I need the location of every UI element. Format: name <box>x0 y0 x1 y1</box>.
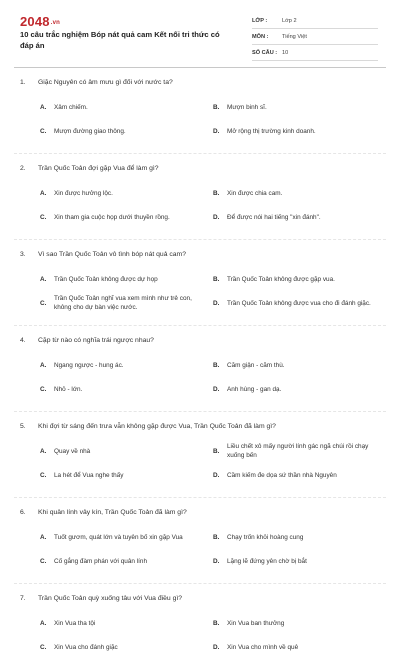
answer-option[interactable] <box>40 377 213 401</box>
answer-option[interactable] <box>40 119 213 143</box>
option-text: Xin tham gia cuộc họp dưới thuyền rồng. <box>54 213 170 221</box>
question-number: 6. <box>20 509 26 516</box>
question-separator <box>14 153 386 154</box>
question-number: 5. <box>20 423 26 430</box>
question-item <box>0 422 400 487</box>
answer-option[interactable] <box>213 181 386 205</box>
header-divider <box>14 67 386 68</box>
answer-option[interactable] <box>40 611 213 635</box>
answer-option[interactable] <box>213 291 386 315</box>
question-header <box>0 250 400 259</box>
answer-option[interactable] <box>40 439 213 463</box>
option-text: Liều chết xô mấy người lính gác ngã chúi rồi chạy xuống bến <box>227 443 369 459</box>
question-item <box>0 164 400 229</box>
question-number: 7. <box>20 595 26 602</box>
option-text: Xin Vua cho mình về quê <box>227 643 299 651</box>
answer-option[interactable] <box>40 463 213 487</box>
question-text: Trần Quốc Toản đợi gặp Vua để làm gì? <box>38 165 159 172</box>
question-item <box>0 78 400 143</box>
question-text: Cặp từ nào có nghĩa trái ngược nhau? <box>38 337 154 344</box>
answer-option[interactable] <box>213 119 386 143</box>
answer-option[interactable] <box>213 377 386 401</box>
answer-options <box>0 611 400 659</box>
option-letter: A. <box>40 619 47 627</box>
question-separator <box>14 239 386 240</box>
question-text: Trần Quốc Toản quỳ xuống tâu với Vua điều gì? <box>38 595 183 602</box>
answer-option[interactable] <box>213 463 386 487</box>
logo-suffix-text: .vn <box>50 20 61 26</box>
option-letter: B. <box>213 189 220 197</box>
option-text: Căm giận - căm thù. <box>227 361 285 369</box>
answer-option[interactable] <box>40 291 213 315</box>
option-text: Xin Vua cho đánh giặc <box>54 643 118 651</box>
option-text: Cố gắng đàm phán với quân lính <box>54 557 148 565</box>
option-text: Chạy trốn khỏi hoàng cung <box>227 533 304 541</box>
answer-option[interactable] <box>40 267 213 291</box>
question-number: 1. <box>20 79 26 86</box>
answer-option[interactable] <box>213 267 386 291</box>
option-text: Mượn binh sĩ. <box>227 103 267 111</box>
option-letter: C. <box>40 643 47 651</box>
question-header <box>0 422 400 431</box>
option-letter: D. <box>213 557 220 565</box>
option-letter: A. <box>40 275 47 283</box>
option-letter: D. <box>213 643 220 651</box>
option-text: Mở rộng thị trường kinh doanh. <box>227 127 316 135</box>
answer-options <box>0 267 400 315</box>
option-text: Cầm kiếm đe dọa sứ thần nhà Nguyên <box>227 471 337 479</box>
meta-label: MÔN : <box>252 34 269 40</box>
document-title: 10 câu trắc nghiệm Bóp nát quả cam Kết nối tri thức có đáp án <box>20 30 220 50</box>
question-separator <box>14 411 386 412</box>
option-letter: D. <box>213 299 220 307</box>
option-text: Nhỏ - lớn. <box>54 385 83 393</box>
question-separator <box>14 497 386 498</box>
meta-value: Lớp 2 <box>282 18 297 24</box>
option-letter: C. <box>40 557 47 565</box>
meta-row-subject <box>252 30 378 45</box>
question-header <box>0 508 400 517</box>
answer-option[interactable] <box>40 181 213 205</box>
option-letter: B. <box>213 447 220 455</box>
question-separator <box>14 325 386 326</box>
option-text: Trần Quốc Toản không được vua cho đi đánh giặc. <box>227 299 371 307</box>
option-letter: D. <box>213 127 220 135</box>
option-letter: A. <box>40 447 47 455</box>
option-text: Anh hùng - gan dạ. <box>227 385 282 393</box>
answer-option[interactable] <box>213 439 386 463</box>
option-letter: B. <box>213 619 220 627</box>
answer-options <box>0 181 400 229</box>
answer-option[interactable] <box>40 205 213 229</box>
option-text: La hét để Vua nghe thấy <box>54 471 124 479</box>
question-header <box>0 336 400 345</box>
answer-option[interactable] <box>213 549 386 573</box>
option-letter: B. <box>213 103 220 111</box>
option-text: Trần Quốc Toản nghĩ vua xem mình như trẻ con, không cho dự bàn việc nước. <box>54 295 192 311</box>
option-letter: D. <box>213 385 220 393</box>
logo-main-text: 2048 <box>20 14 50 29</box>
question-number: 3. <box>20 251 26 258</box>
option-letter: C. <box>40 127 47 135</box>
option-text: Trần Quốc Toản không được gặp vua. <box>227 275 335 283</box>
meta-label: LỚP : <box>252 18 268 24</box>
meta-row-class <box>252 14 378 29</box>
question-header <box>0 164 400 173</box>
answer-options <box>0 353 400 401</box>
option-text: Tuốt gươm, quát lớn và tuyên bố xin gặp Vua <box>54 533 183 541</box>
question-number: 2. <box>20 165 26 172</box>
answer-option[interactable] <box>40 95 213 119</box>
meta-row-count <box>252 46 378 61</box>
option-letter: A. <box>40 103 47 111</box>
option-letter: D. <box>213 471 220 479</box>
answer-option[interactable] <box>213 205 386 229</box>
question-item <box>0 336 400 401</box>
answer-option[interactable] <box>213 635 386 659</box>
option-text: Trần Quốc Toản không được dự họp <box>54 275 158 283</box>
option-letter: C. <box>40 299 47 307</box>
option-text: Xin Vua tha tội <box>54 619 96 627</box>
question-text: Vì sao Trần Quốc Toản vô tình bóp nát quả cam? <box>38 251 186 258</box>
option-text: Ngang ngược - hung ác. <box>54 361 124 369</box>
meta-value: 10 <box>282 50 289 56</box>
answer-option[interactable] <box>213 525 386 549</box>
option-text: Xin Vua ban thưởng <box>227 619 285 627</box>
option-letter: A. <box>40 361 47 369</box>
site-logo[interactable] <box>20 14 60 29</box>
answer-options <box>0 525 400 573</box>
option-letter: C. <box>40 213 47 221</box>
answer-options <box>0 95 400 143</box>
question-header <box>0 594 400 603</box>
option-text: Xin được chia cam. <box>227 189 283 197</box>
question-text: Khi quân lính vây kín, Trần Quốc Toản đã làm gì? <box>38 509 187 516</box>
meta-info-box <box>252 14 378 62</box>
answer-options <box>0 439 400 487</box>
option-text: Lặng lẽ đứng yên chờ bị bắt <box>227 557 307 565</box>
answer-option[interactable] <box>40 525 213 549</box>
option-letter: C. <box>40 385 47 393</box>
option-text: Xâm chiếm. <box>54 103 88 111</box>
question-separator <box>14 583 386 584</box>
question-list <box>0 78 400 669</box>
answer-option[interactable] <box>213 611 386 635</box>
option-letter: B. <box>213 275 220 283</box>
option-letter: A. <box>40 533 47 541</box>
answer-option[interactable] <box>40 353 213 377</box>
option-text: Quay về nhà <box>54 447 91 455</box>
option-letter: A. <box>40 189 47 197</box>
answer-option[interactable] <box>213 95 386 119</box>
option-letter: B. <box>213 361 220 369</box>
option-letter: C. <box>40 471 47 479</box>
answer-option[interactable] <box>40 549 213 573</box>
option-letter: D. <box>213 213 220 221</box>
question-number: 4. <box>20 337 26 344</box>
answer-option[interactable] <box>213 353 386 377</box>
question-text: Khi đợi từ sáng đến trưa vẫn không gặp được Vua, Trần Quốc Toản đã làm gì? <box>38 423 276 430</box>
question-item <box>0 250 400 315</box>
page-header <box>0 0 400 68</box>
answer-option[interactable] <box>40 635 213 659</box>
meta-label: SỐ CÂU : <box>252 50 278 56</box>
option-text: Mượn đường giao thông. <box>54 127 126 135</box>
option-letter: B. <box>213 533 220 541</box>
meta-value: Tiếng Việt <box>282 34 307 40</box>
question-header <box>0 78 400 87</box>
option-text: Xin được hưởng lộc. <box>54 189 113 197</box>
option-text: Để được nói hai tiếng "xin đánh". <box>227 213 321 221</box>
question-text: Giặc Nguyên có âm mưu gì đối với nước ta? <box>38 79 173 86</box>
question-item <box>0 508 400 573</box>
question-item <box>0 594 400 659</box>
